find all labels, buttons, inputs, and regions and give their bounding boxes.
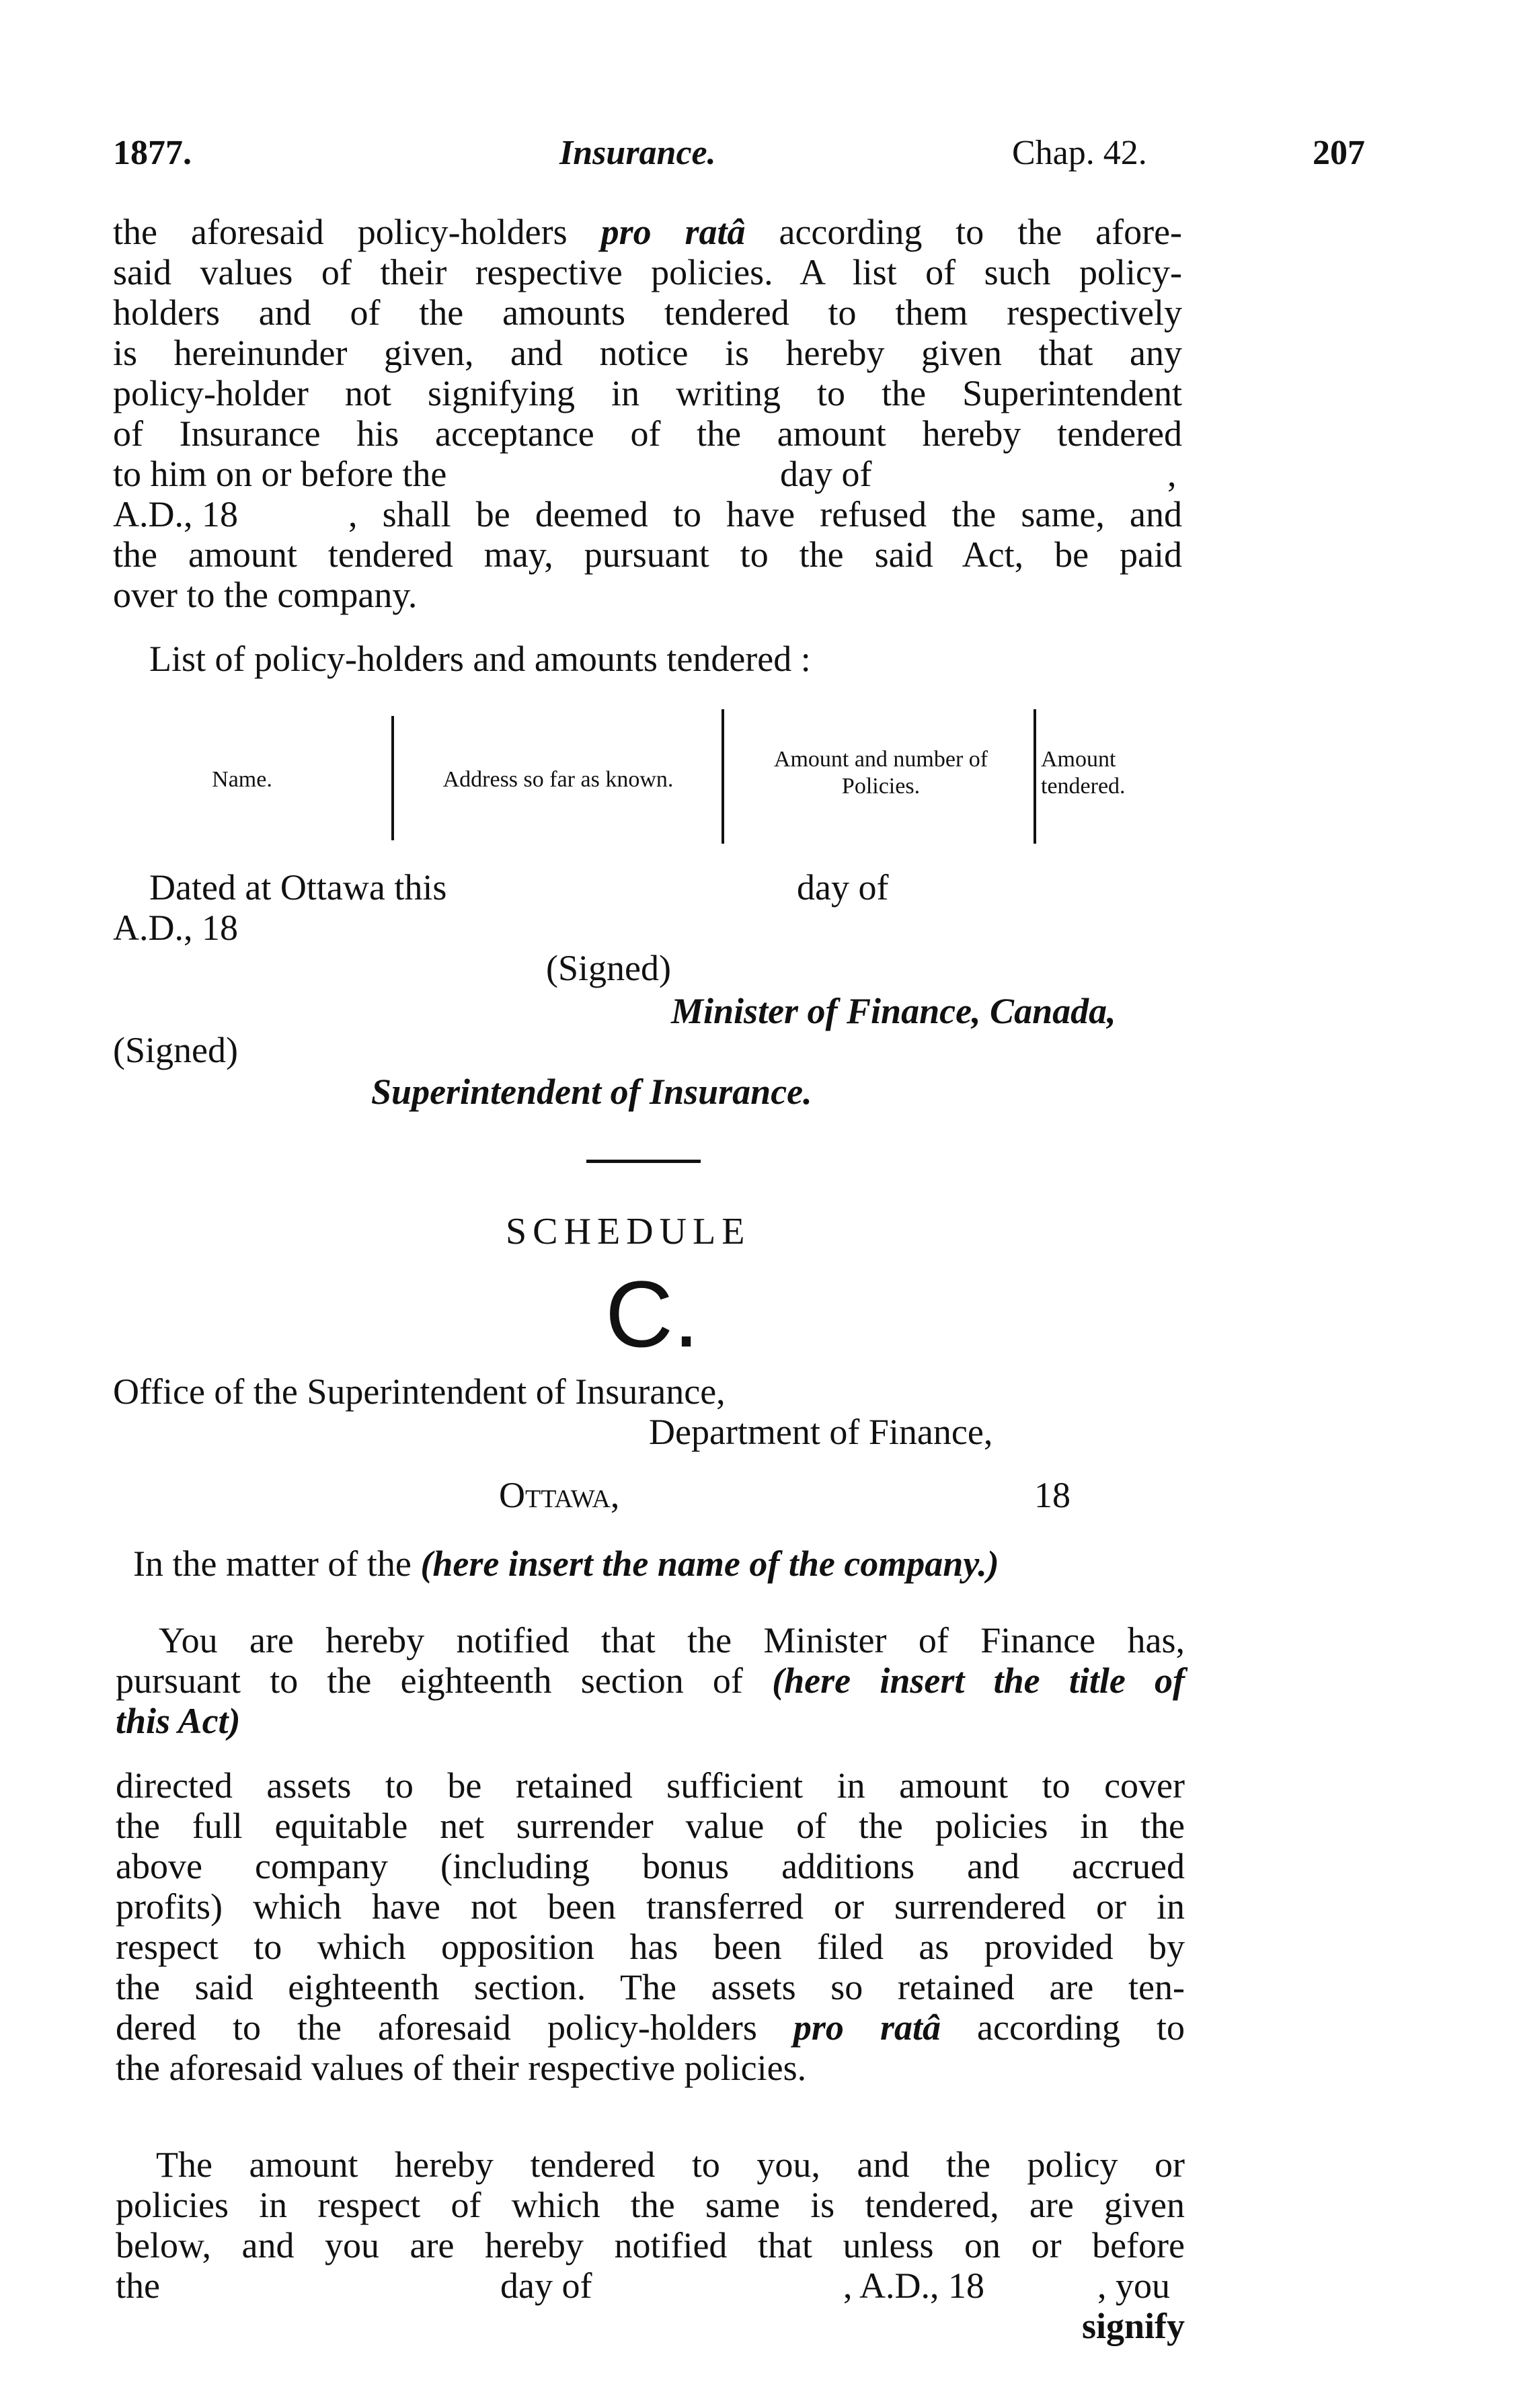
office-line: Office of the Superintendent of Insurance, — [113, 1371, 726, 1412]
paragraph-line: directed assets to be retained sufficient in amount to cover — [116, 1765, 1185, 1806]
table-divider — [1034, 709, 1036, 844]
paragraph-line: holders and of the amounts tendered to them respectively — [113, 292, 1182, 333]
form-b-paragraph — [113, 212, 1182, 615]
paragraph-line: the amount tendered may, pursuant to the said Act, be paid — [113, 534, 1182, 575]
paragraph-line: is hereinunder given, and notice is hereby given that any — [113, 333, 1182, 373]
section-rule — [586, 1160, 701, 1163]
header-title: Insurance. — [559, 134, 716, 172]
paragraph-line: below, and you are hereby notified that unless on or before — [116, 2225, 1185, 2265]
paragraph-line: A.D., 18 , shall be deemed to have refused the same, and — [113, 494, 1182, 534]
paragraph-line: You are hereby notified that the Minister of Finance has, — [159, 1620, 1185, 1660]
table-header-amount-tendered: Amount tendered. — [1041, 747, 1126, 799]
paragraph-line: said values of their respective policies. A list of such policy- — [113, 252, 1182, 292]
paragraph-line: the day of , A.D., 18 , you — [116, 2265, 1170, 2306]
paragraph-line: the said eighteenth section. The assets so retained are ten- — [116, 1967, 1185, 2007]
amount-paragraph — [116, 2144, 1185, 2346]
header-year: 1877. — [113, 134, 192, 172]
table-header-address: Address so far as known. — [442, 767, 674, 792]
superintendent-title: Superintendent of Insurance. — [371, 1072, 812, 1112]
matter-line: In the matter of the (here insert the name of the company.) — [133, 1543, 999, 1584]
department-line: Department of Finance, — [649, 1412, 993, 1452]
page-number: 207 — [1313, 134, 1365, 172]
paragraph-line: the aforesaid policy-holders pro ratâ according to the afore- — [113, 212, 1183, 252]
list-intro: List of policy-holders and amounts tendered : — [149, 639, 811, 679]
table-divider — [391, 716, 394, 840]
schedule-letter: C. — [605, 1261, 699, 1367]
minister-title: Minister of Finance, Canada, — [671, 991, 1116, 1031]
notified-paragraph — [116, 1620, 1185, 1741]
dated-line: Dated at Ottawa this — [149, 867, 447, 908]
table-header-name: Name. — [212, 767, 272, 792]
table-header-amount-number: Amount and number of Policies. — [773, 747, 988, 799]
paragraph-line: this Act) — [116, 1701, 241, 1741]
signed-minister: (Signed) — [546, 948, 671, 988]
paragraph-line: of Insurance his acceptance of the amount hereby tendered — [113, 413, 1182, 454]
paragraph-line: pursuant to the eighteenth section of (here insert the title of — [116, 1660, 1185, 1701]
catchword: signify — [1081, 2306, 1185, 2346]
paragraph-line: dered to the aforesaid policy-holders pro ratâ according to — [116, 2007, 1185, 2048]
paragraph-line: the aforesaid values of their respective policies. — [116, 2048, 807, 2088]
paragraph-line: above company (including bonus additions and accrued — [116, 1846, 1185, 1886]
directed-paragraph — [116, 1765, 1185, 2088]
paragraph-line: respect to which opposition has been filed as provided by — [116, 1927, 1185, 1967]
paragraph-line: The amount hereby tendered to you, and the policy or — [156, 2144, 1185, 2185]
paragraph-line: to him on or before the day of , — [113, 454, 1177, 494]
paragraph-line: policies in respect of which the same is tendered, are given — [116, 2185, 1185, 2225]
place-year: 18 — [1034, 1475, 1070, 1515]
paragraph-line: over to the company. — [113, 575, 418, 615]
dated-year: A.D., 18 — [113, 908, 238, 948]
paragraph-line: the full equitable net surrender value of the policies in the — [116, 1806, 1185, 1846]
header-chapter: Chap. 42. — [1012, 134, 1147, 172]
table-divider — [722, 709, 724, 844]
dated-day-of: day of — [797, 867, 889, 908]
signed-superintendent: (Signed) — [113, 1030, 238, 1070]
place-line: Ottawa, — [499, 1475, 620, 1515]
paragraph-line: profits) which have not been transferred or surrendered or in — [116, 1886, 1185, 1927]
schedule-heading: SCHEDULE — [506, 1211, 751, 1252]
paragraph-line: policy-holder not signifying in writing to the Superintendent — [113, 373, 1182, 413]
